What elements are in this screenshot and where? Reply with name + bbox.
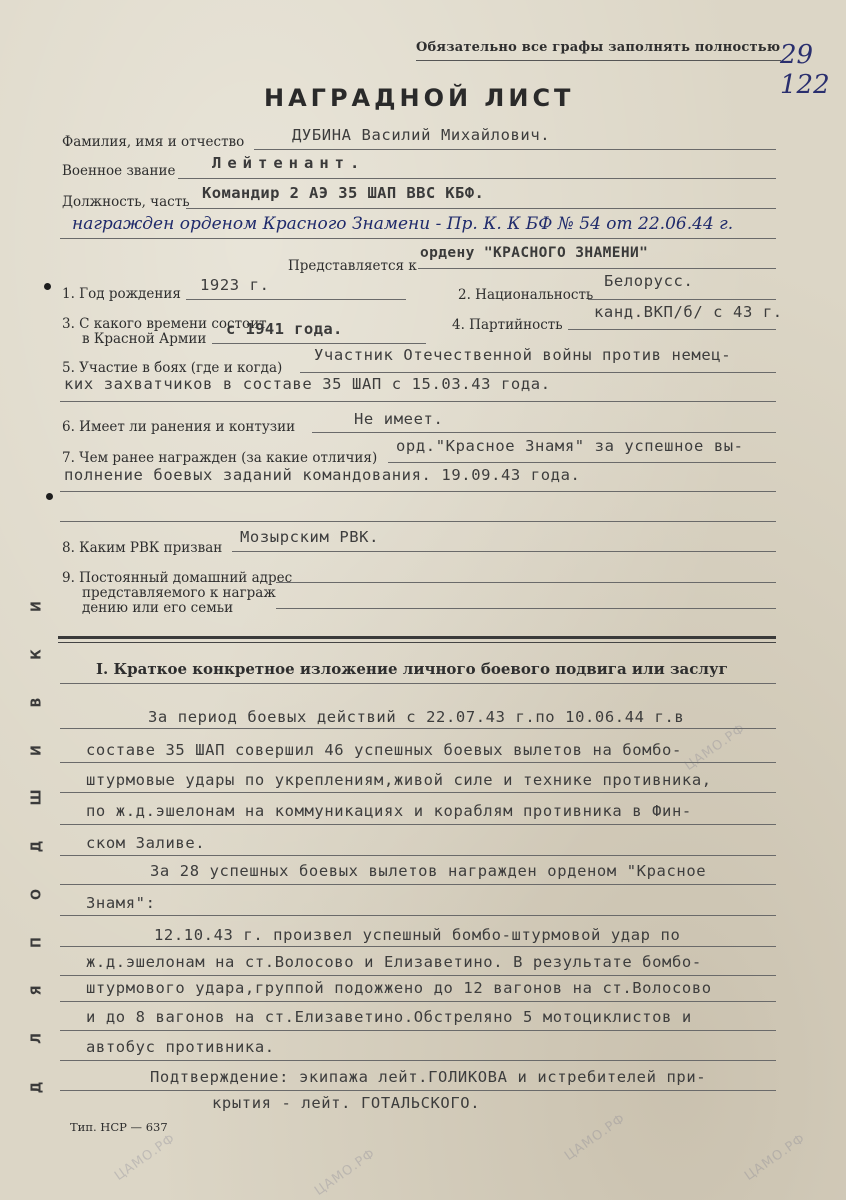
narrative-line: 12.10.43 г. произвел успешный бомбо-штурмовой удар по — [154, 926, 681, 944]
margin-letter: П — [29, 937, 45, 948]
name-label: Фамилия, имя и отчество — [62, 134, 245, 150]
rank-value: Лейтенант. — [212, 154, 366, 172]
field-2-label: 2. Национальность — [458, 287, 594, 303]
field-9-label-2: представляемого к награж — [82, 585, 276, 601]
presented-label: Представляется к — [288, 258, 417, 274]
narrative-rule — [60, 728, 776, 729]
position-value: Командир 2 АЭ 35 ШАП ВВС КБФ. — [202, 184, 485, 202]
field-3-value: с 1941 года. — [226, 320, 343, 338]
rank-line — [178, 178, 776, 179]
heading-line — [60, 683, 776, 684]
field-1-label: 1. Год рождения — [62, 286, 181, 302]
narrative-rule — [60, 855, 776, 856]
margin-letter: В — [29, 697, 45, 708]
narrative-rule — [60, 792, 776, 793]
narrative-line: автобус противника. — [86, 1038, 275, 1056]
margin-letter: К — [29, 649, 45, 660]
name-value: ДУБИНА Василий Михайлович. — [292, 126, 551, 144]
field-3-label-cont: в Красной Армии — [82, 331, 207, 347]
handwritten-page-number: 29 122 — [780, 40, 830, 100]
field-7-value-2: полнение боевых заданий командования. 19.09.43 года. — [64, 466, 581, 484]
narrative-line: штурмового удара,группой подожжено до 12 вагонов на ст.Волосово — [86, 979, 712, 997]
rank-label: Военное звание — [62, 163, 176, 179]
narrative-line: крытия - лейт. ГОТАЛЬСКОГО. — [212, 1094, 481, 1112]
handwritten-award-note: награжден орденом Красного Знамени - Пр. К. К БФ № 54 от 22.06.44 г. — [72, 214, 734, 234]
narrative-rule — [60, 1060, 776, 1061]
narrative-line: составе 35 ШАП совершил 46 успешных боевых вылетов на бомбо- — [86, 741, 682, 759]
narrative-line: Знамя": — [86, 894, 156, 912]
document-title: НАГРАДНОЙ ЛИСТ — [264, 84, 575, 112]
field-7-value-1: орд."Красное Знамя" за успешное вы- — [396, 437, 744, 455]
field-7-label: 7. Чем ранее награжден (за какие отличия) — [62, 450, 378, 466]
margin-letter: Я — [29, 985, 45, 996]
field-4-value: канд.ВКП/б/ с 43 г. — [594, 303, 783, 321]
field-4-label: 4. Партийность — [452, 317, 563, 333]
binder-hole — [46, 493, 53, 500]
field-9-label-3: дению или его семьи — [82, 600, 234, 616]
field-5-value-1: Участник Отечественной войны против немец- — [314, 346, 732, 364]
narrative-line: ском Заливе. — [86, 834, 206, 852]
watermark: ЦАМО.РФ — [682, 721, 749, 774]
print-code: Тип. НСР — 637 — [70, 1120, 168, 1134]
narrative-rule — [60, 915, 776, 916]
field-7-line-2 — [60, 491, 776, 492]
field-2-value: Белорусс. — [604, 272, 694, 290]
section-heading: I. Краткое конкретное изложение личного боевого подвига или заслуг — [96, 660, 728, 678]
watermark: ЦАМО.РФ — [312, 1146, 379, 1199]
field-6-value: Не имеет. — [354, 410, 444, 428]
watermark: ЦАМО.РФ — [562, 1111, 629, 1164]
field-5-line-2 — [60, 401, 776, 402]
field-7-line-3 — [60, 521, 776, 522]
note-line — [60, 238, 776, 239]
narrative-line: Подтверждение: экипажа лейт.ГОЛИКОВА и истребителей при- — [150, 1068, 707, 1086]
field-1-line — [186, 299, 406, 300]
field-8-label: 8. Каким РВК призван — [62, 540, 223, 556]
margin-letter: Л — [29, 1033, 45, 1044]
narrative-rule — [60, 884, 776, 885]
presented-line — [418, 268, 776, 269]
field-3-label: 3. С какого времени состоит — [62, 316, 267, 332]
field-9-line-2 — [276, 608, 776, 609]
narrative-rule — [60, 762, 776, 763]
field-6-line — [312, 432, 776, 433]
narrative-line: по ж.д.эшелонам на коммуникациях и кораблям противника в Фин- — [86, 802, 692, 820]
name-line — [254, 149, 776, 150]
narrative-rule — [60, 975, 776, 976]
section-divider-thin — [58, 642, 776, 643]
field-5-value-2: ких захватчиков в составе 35 ШАП с 15.03.43 года. — [64, 375, 551, 393]
narrative-rule — [60, 946, 776, 947]
narrative-rule — [60, 1001, 776, 1002]
margin-letter: Д — [29, 840, 45, 853]
margin-letter: О — [29, 888, 45, 901]
field-9-label: 9. Постоянный домашний адрес — [62, 570, 293, 586]
narrative-line: За период боевых действий с 22.07.43 г.по 10.06.44 г.в — [148, 708, 685, 726]
field-3-line — [212, 343, 426, 344]
section-divider — [58, 636, 776, 639]
field-5-label: 5. Участие в боях (где и когда) — [62, 360, 283, 376]
margin-letter: Ш — [29, 789, 45, 806]
narrative-line: ж.д.эшелонам на ст.Волосово и Елизаветино. В результате бомбо- — [86, 953, 702, 971]
notice-text: Обязательно все графы заполнять полностью — [416, 40, 781, 55]
field-5-line-1 — [300, 372, 776, 373]
position-label: Должность, часть — [62, 194, 190, 210]
presented-value: ордену "КРАСНОГО ЗНАМЕНИ" — [420, 245, 649, 261]
narrative-line: штурмовые удары по укреплениям,живой силе и технике противника, — [86, 771, 712, 789]
field-8-line — [232, 551, 776, 552]
position-line — [186, 208, 776, 209]
narrative-rule — [60, 824, 776, 825]
notice-underline — [416, 60, 781, 61]
field-2-line — [588, 299, 776, 300]
narrative-rule — [60, 1090, 776, 1091]
field-9-line-1 — [276, 582, 776, 583]
field-6-label: 6. Имеет ли ранения и контузии — [62, 419, 296, 435]
field-8-value: Мозырским РВК. — [240, 528, 380, 546]
binder-hole — [44, 283, 51, 290]
margin-letter: Д — [29, 1081, 45, 1094]
margin-letter: И — [29, 601, 45, 612]
narrative-line: и до 8 вагонов на ст.Елизаветино.Обстреляно 5 мотоциклистов и — [86, 1008, 692, 1026]
field-7-line-1 — [388, 462, 776, 463]
narrative-line: За 28 успешных боевых вылетов награжден орденом "Красное — [150, 862, 707, 880]
watermark: ЦАМО.РФ — [112, 1131, 179, 1184]
narrative-rule — [60, 1030, 776, 1031]
field-1-value: 1923 г. — [200, 276, 270, 294]
margin-letter: И — [29, 745, 45, 756]
watermark: ЦАМО.РФ — [742, 1131, 809, 1184]
field-4-line — [568, 329, 776, 330]
